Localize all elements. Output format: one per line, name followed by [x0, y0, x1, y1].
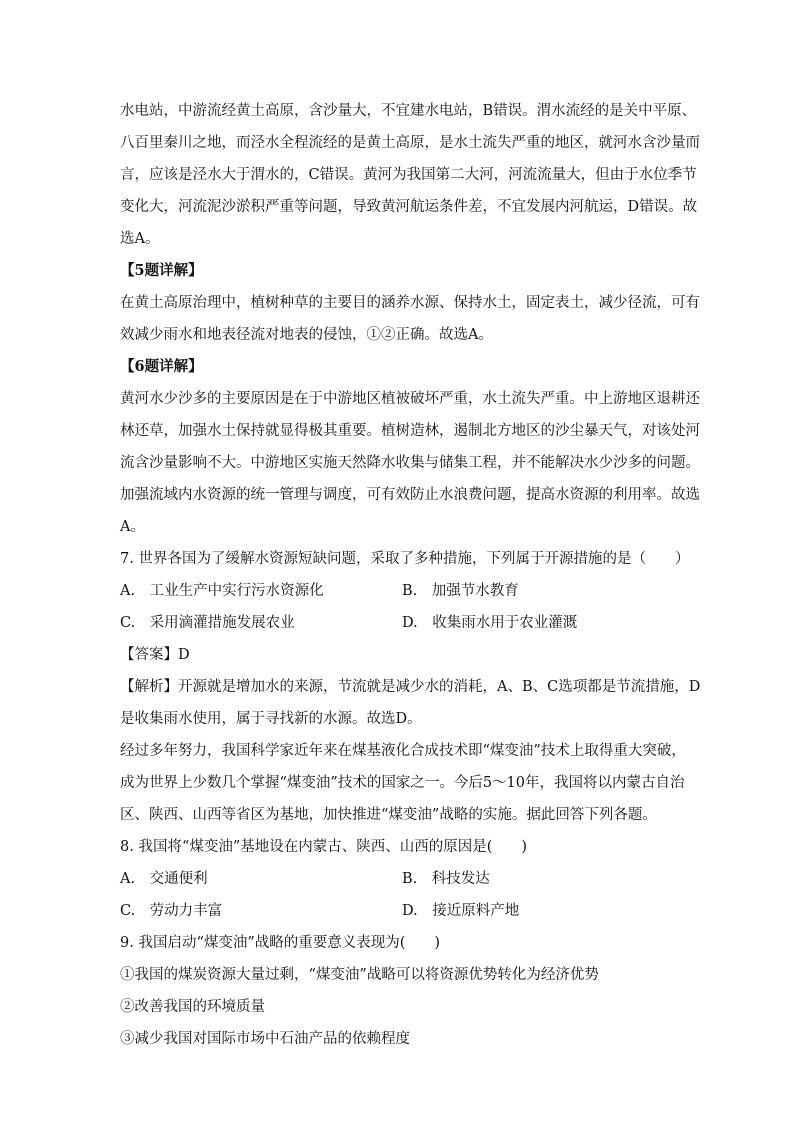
text-line: 在黄土高原治理中，植树种草的主要目的涵养水源、保持水土，固定表土，减少径流，可有 — [120, 295, 700, 311]
text-line: 八百里秦川之地，而泾水全程流经的是黄土高原，是水土流失严重的地区，就河水含沙量而 — [120, 135, 700, 151]
question-9-item: ②改善我国的环境质量 — [120, 999, 265, 1015]
text-line: 加强流域内水资源的统一管理与调度，可有效防止水浪费问题，提高水资源的利用率。故选 — [120, 487, 700, 503]
text-line: 效减少雨水和地表径流对地表的侵蚀，①②正确。故选A。 — [120, 327, 493, 343]
passage-line: 经过多年努力，我国科学家近年来在煤基液化合成技术即“煤变油”技术上取得重大突破， — [120, 743, 686, 759]
question-7-answer: 【答案】D — [120, 647, 190, 663]
question-7-analysis: 【解析】开源就是增加水的来源，节流就是减少水的消耗，A、B、C选项都是节流措施，D — [120, 679, 701, 695]
question-9-item: ③减少我国对国际市场中石油产品的依赖程度 — [120, 1031, 410, 1047]
text-line: 流含沙量影响不大。中游地区实施天然降水收集与储集工程，并不能解决水少沙多的问题。 — [120, 455, 700, 471]
question-7-option-c: C. 采用滴灌措施发展农业 — [120, 615, 295, 631]
section-heading-q5: 【5题详解】 — [120, 262, 203, 279]
question-8-option-b: B. 科技发达 — [402, 871, 490, 887]
question-7-option-b: B. 加强节水教育 — [402, 583, 519, 599]
question-8-option-a: A. 交通便利 — [120, 871, 208, 887]
text-line: 黄河水少沙多的主要原因是在于中游地区植被破坏严重，水土流失严重。中上游地区退耕还 — [120, 391, 700, 407]
question-8-option-c: C. 劳动力丰富 — [120, 903, 223, 919]
question-9-item: ①我国的煤炭资源大量过剩，“煤变油”战略可以将资源优势转化为经济优势 — [120, 967, 599, 983]
text-line: 选A。 — [120, 231, 160, 247]
text-line: 林还草，加强水土保持就显得极其重要。植树造林，遏制北方地区的沙尘暴天气，对该处河 — [120, 423, 700, 439]
passage-line: 成为世界上少数几个掌握“煤变油”技术的国家之一。今后5～10年，我国将以内蒙古自治 — [120, 775, 685, 791]
text-line: A。 — [120, 519, 145, 535]
text-line: 变化大，河流泥沙淤积严重等问题，导致黄河航运条件差，不宜发展内河航运，D错误。故 — [120, 199, 698, 215]
passage-line: 区、陕西、山西等省区为基地，加快推进“煤变油”战略的实施。据此回答下列各题。 — [120, 807, 657, 823]
section-heading-q6: 【6题详解】 — [120, 358, 203, 375]
question-7-analysis: 是收集雨水使用，属于寻找新的水源。故选D。 — [120, 711, 422, 727]
text-line: 水电站，中游流经黄土高原，含沙量大，不宜建水电站，B错误。渭水流经的是关中平原、 — [120, 103, 697, 119]
question-9-stem: 9. 我国启动“煤变油”战略的重要意义表现为( ) — [120, 935, 441, 951]
question-8-option-d: D. 接近原料产地 — [402, 903, 520, 919]
question-7-stem: 7. 世界各国为了缓解水资源短缺问题，采取了多种措施，下列属于开源措施的是（ ） — [120, 551, 690, 567]
question-7-option-a: A. 工业生产中实行污水资源化 — [120, 583, 324, 599]
question-7-option-d: D. 收集雨水用于农业灌溉 — [402, 615, 578, 631]
question-8-stem: 8. 我国将“煤变油”基地设在内蒙古、陕西、山西的原因是( ) — [120, 839, 528, 855]
text-line: 言，应该是泾水大于渭水的，C错误。黄河为我国第二大河，河流流量大，但由于水位季节 — [120, 167, 697, 183]
